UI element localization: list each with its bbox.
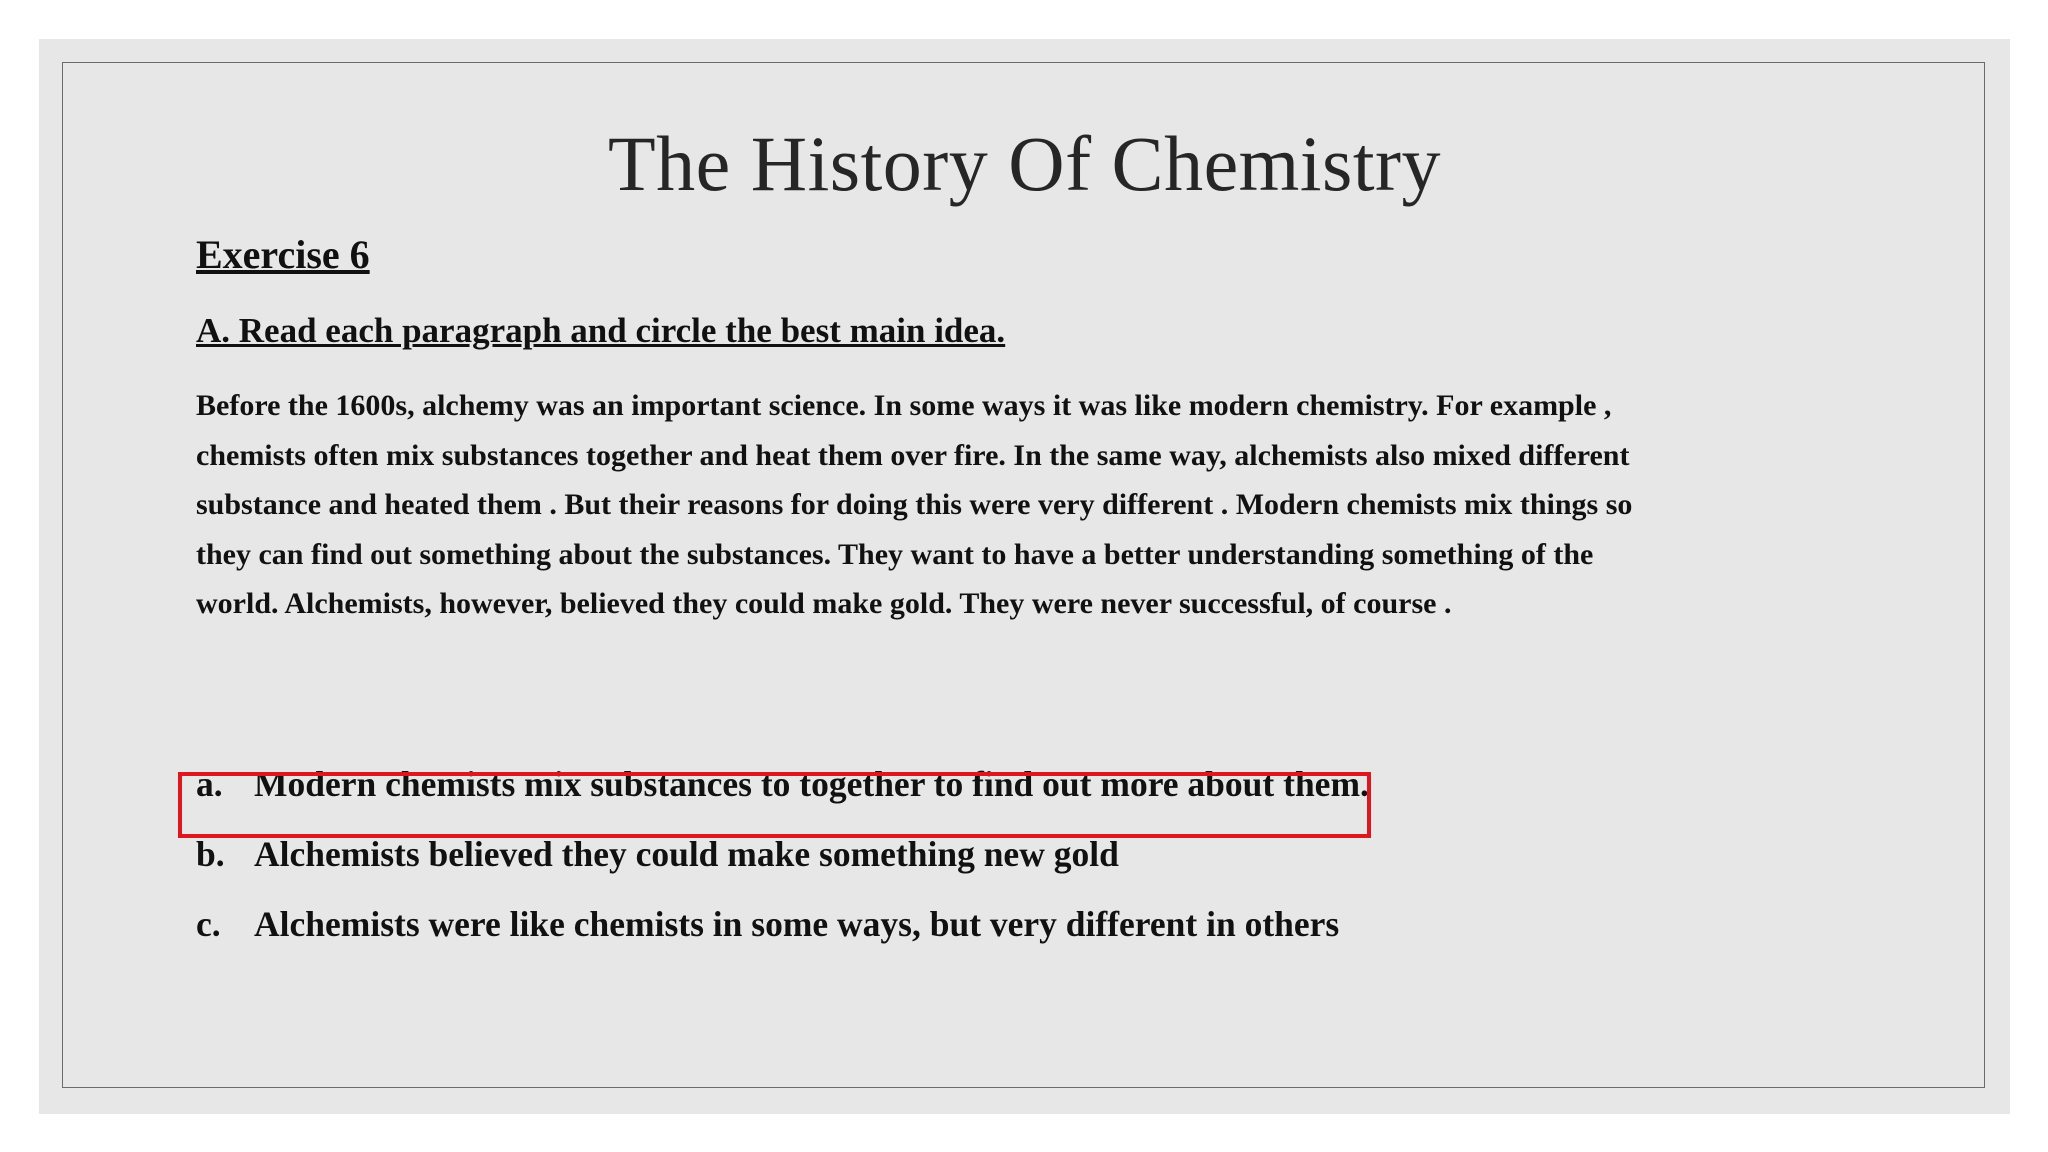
paragraph-line: Before the 1600s, alchemy was an important science. In some ways it was like modern chemistry. For example , xyxy=(196,389,1612,422)
option-text: Modern chemists mix substances to together to find out more about them. xyxy=(254,764,1369,804)
paragraph-line: they can find out something about the substances. They want to have a better understanding something of the xyxy=(196,537,1594,571)
option-text: Alchemists were like chemists in some ways, but very different in others xyxy=(254,904,1340,944)
instruction-text: A. Read each paragraph and circle the best main idea. xyxy=(196,311,1006,350)
option-marker: b. xyxy=(196,834,225,874)
selected-answer-highlight xyxy=(178,772,1371,838)
option-c[interactable] xyxy=(196,889,1369,959)
exercise-heading: Exercise 6 xyxy=(196,232,370,277)
paragraph-line: chemists often mix substances together and heat them over fire. In the same way, alchemists also mixed different xyxy=(196,438,1630,472)
paragraph-line: world. Alchemists, however, believed they could make gold. They were never successful, of course . xyxy=(196,587,1452,620)
option-text: Alchemists believed they could make something new gold xyxy=(254,834,1119,874)
option-marker: a. xyxy=(196,764,223,804)
paragraph-line: substance and heated them . But their reasons for doing this were very different . Modern chemists mix things so xyxy=(196,488,1633,521)
option-marker: c. xyxy=(196,904,221,944)
reading-paragraph xyxy=(196,381,1886,629)
slide xyxy=(39,39,2010,1114)
slide-title: The History Of Chemistry xyxy=(607,120,1442,207)
